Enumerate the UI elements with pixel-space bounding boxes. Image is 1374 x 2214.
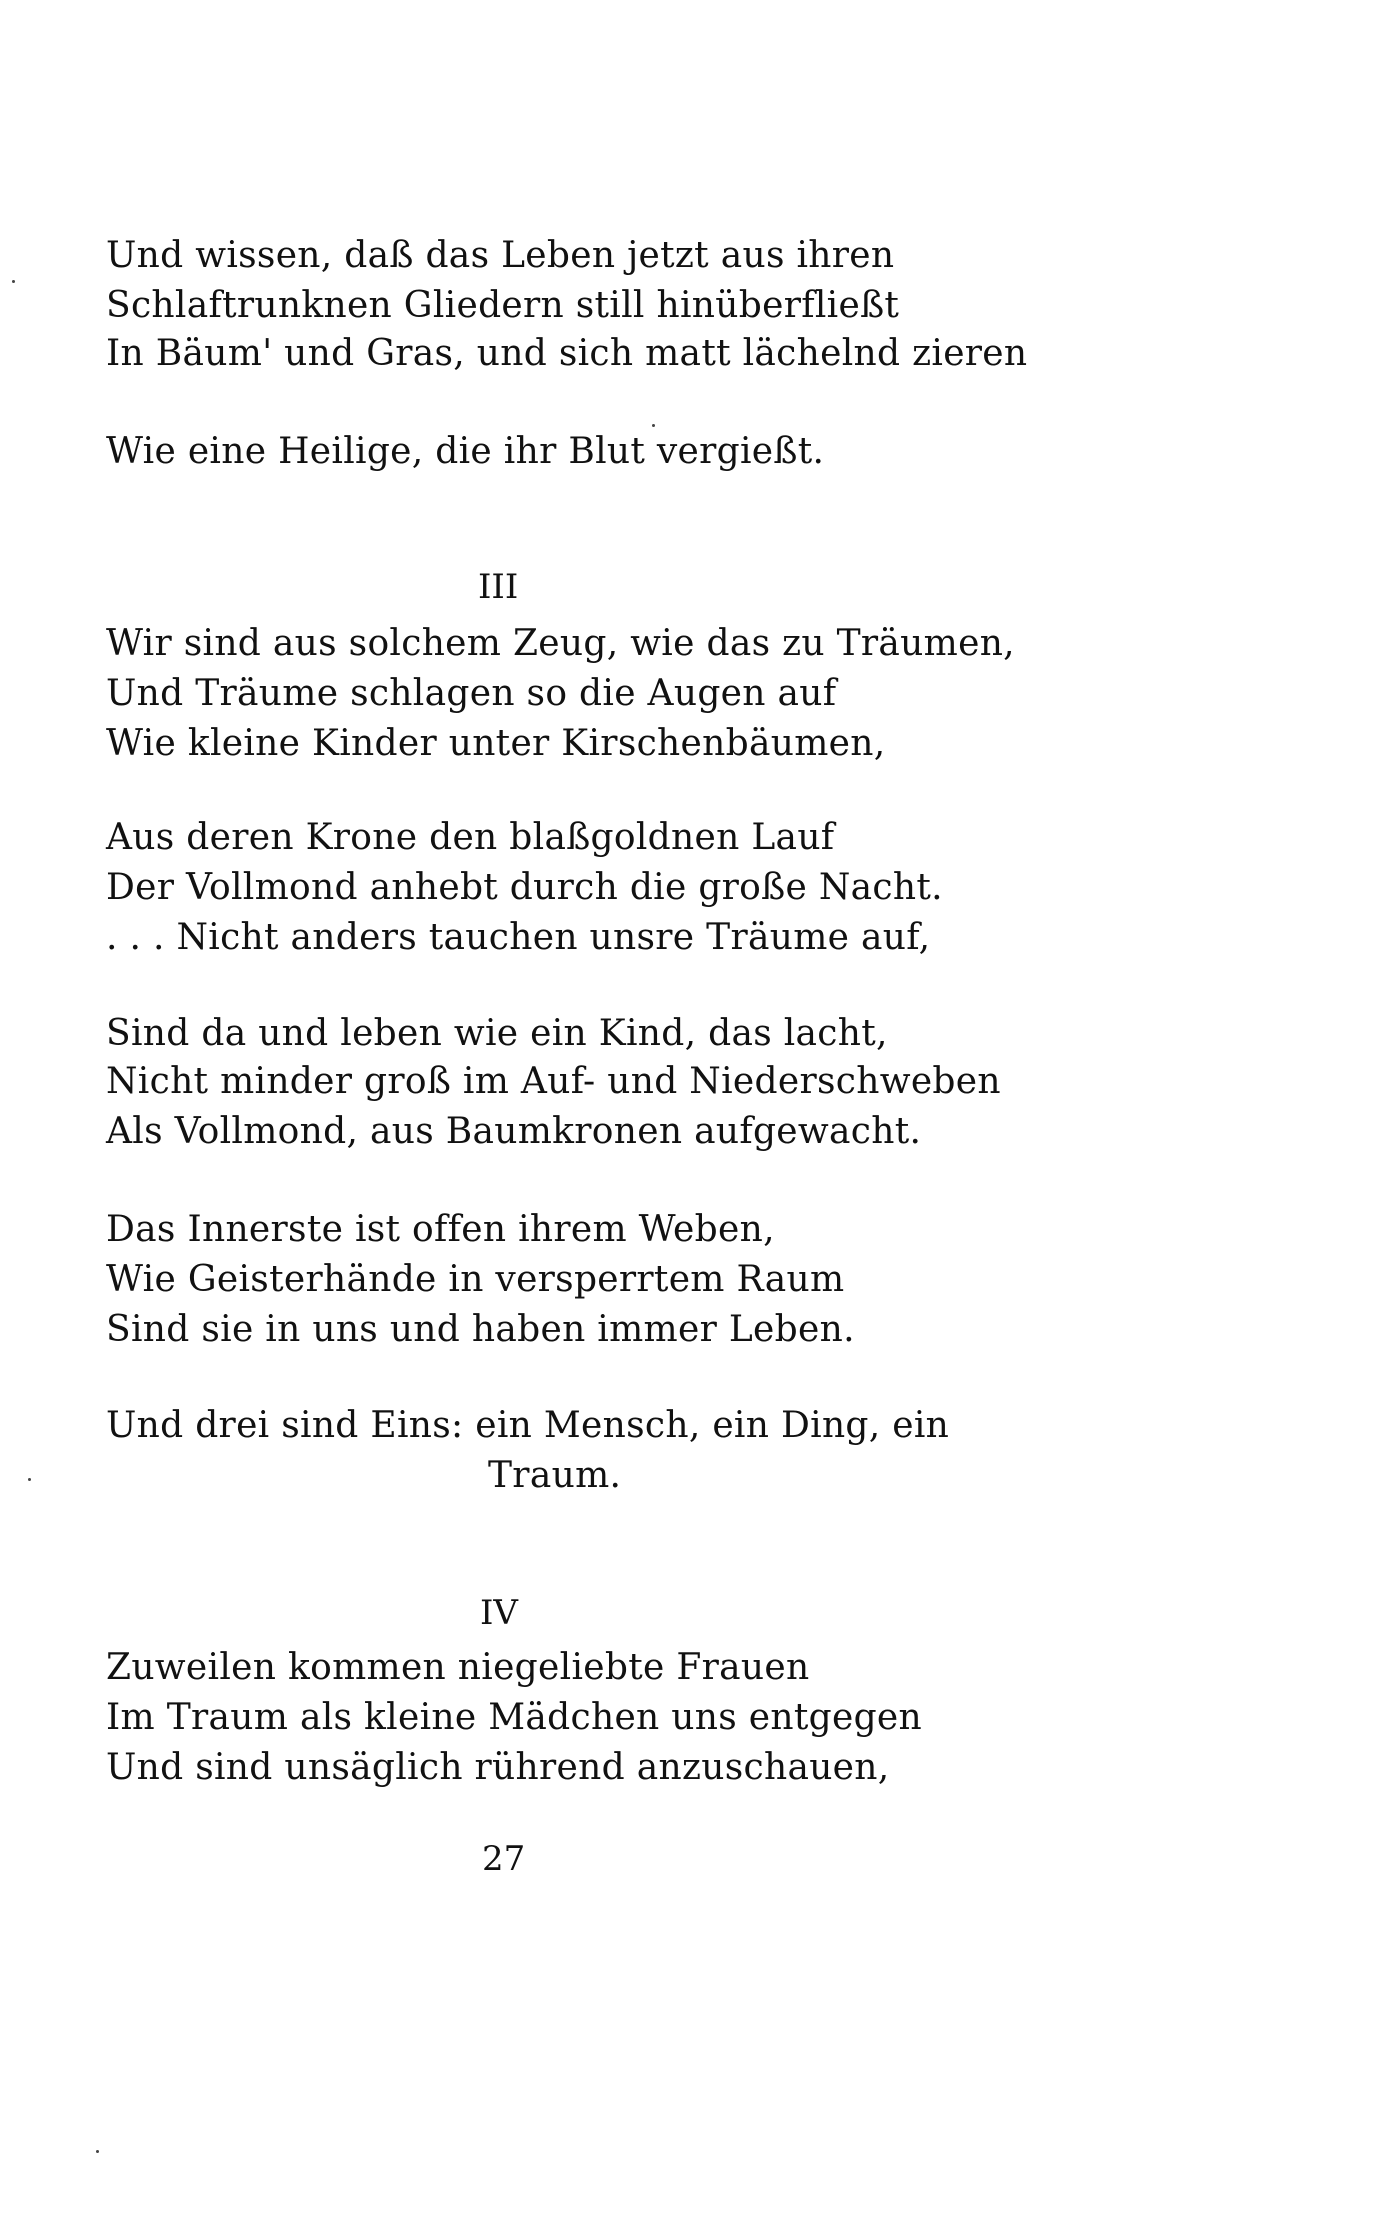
- verse-line: Nicht minder groß im Auf- und Niederschweben: [106, 1061, 1001, 1102]
- verse-line: Wie kleine Kinder unter Kirschenbäumen,: [106, 723, 886, 764]
- verse-line: Wir sind aus solchem Zeug, wie das zu Träumen,: [106, 623, 1015, 664]
- scan-speck: [28, 1478, 31, 1481]
- verse-line: Als Vollmond, aus Baumkronen aufgewacht.: [106, 1111, 922, 1152]
- verse-line: Sind sie in uns und haben immer Leben.: [106, 1309, 855, 1350]
- verse-line: In Bäum' und Gras, und sich matt lächelnd zieren: [106, 333, 1028, 374]
- verse-line: Das Innerste ist offen ihrem Weben,: [106, 1209, 775, 1250]
- scan-speck: [96, 2150, 99, 2153]
- verse-line: Wie Geisterhände in versperrtem Raum: [106, 1259, 845, 1300]
- verse-line: Zuweilen kommen niegeliebte Frauen: [106, 1647, 810, 1688]
- verse-line: Sind da und leben wie ein Kind, das lacht,: [106, 1013, 888, 1054]
- verse-line: Der Vollmond anhebt durch die große Nacht.: [106, 867, 943, 908]
- verse-line: Aus deren Krone den blaßgoldnen Lauf: [106, 817, 835, 858]
- verse-line: Und sind unsäglich rührend anzuschauen,: [106, 1747, 890, 1788]
- section-heading-iv: IV: [480, 1593, 518, 1633]
- scan-speck: [12, 280, 15, 283]
- verse-line: Wie eine Heilige, die ihr Blut vergießt.: [106, 431, 825, 472]
- verse-line-continuation: Traum.: [488, 1455, 622, 1496]
- verse-line: Schlaftrunknen Gliedern still hinüberfließt: [106, 285, 900, 326]
- section-heading-iii: III: [478, 567, 519, 607]
- verse-line: . . . Nicht anders tauchen unsre Träume auf,: [106, 917, 931, 958]
- page-number: 27: [482, 1839, 526, 1879]
- verse-line: Im Traum als kleine Mädchen uns entgegen: [106, 1697, 923, 1738]
- verse-line: Und drei sind Eins: ein Mensch, ein Ding, ein: [106, 1405, 950, 1446]
- verse-line: Und Träume schlagen so die Augen auf: [106, 673, 837, 714]
- verse-line: Und wissen, daß das Leben jetzt aus ihren: [106, 235, 895, 276]
- scan-speck: [652, 424, 655, 427]
